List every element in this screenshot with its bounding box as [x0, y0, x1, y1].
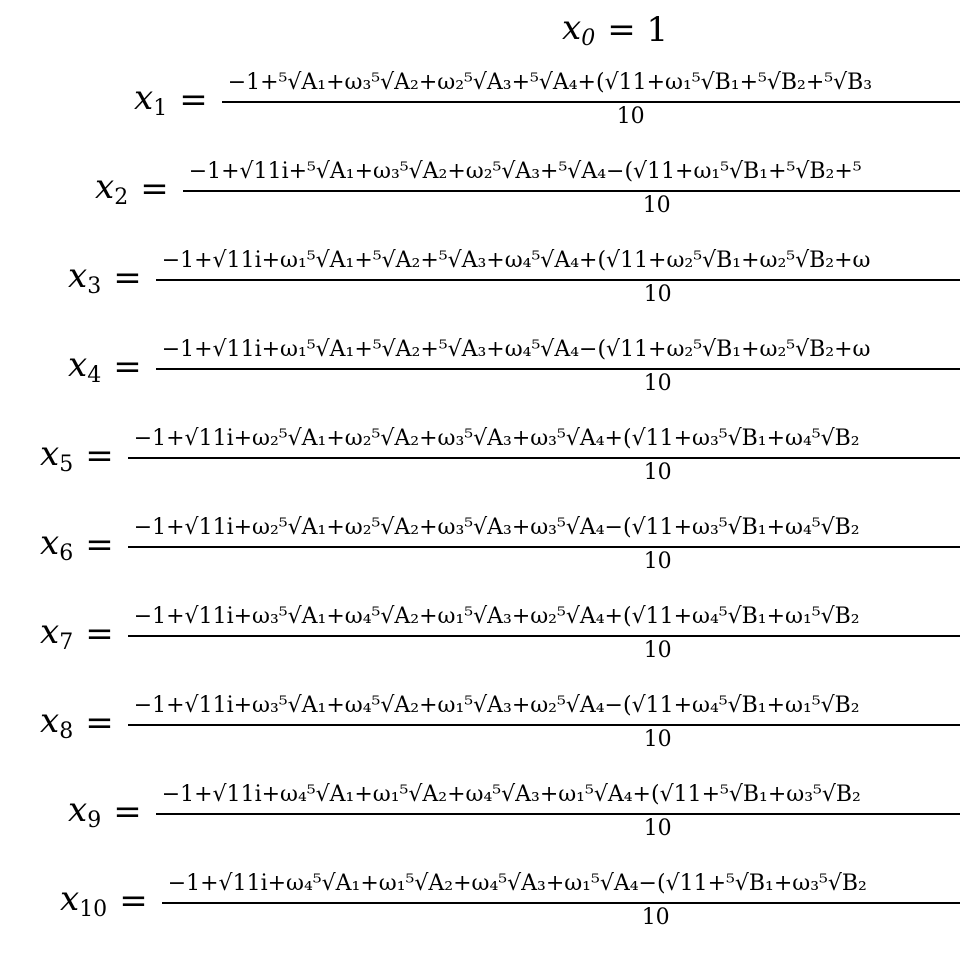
fraction — [222, 68, 960, 131]
equation-x7 — [40, 602, 960, 665]
equation-lhs: $x_{10}$ — [60, 879, 108, 922]
numerator: −1+√11i+ω₂⁵√A₁+ω₂⁵√A₂+ω₃⁵√A₃+ω₃⁵√A₄+(√11+ω₃⁵√B₁+ω₄⁵√B₂ — [128, 424, 960, 459]
equals-sign: = — [85, 435, 114, 476]
denominator: 10 — [643, 816, 672, 841]
equation-x1 — [134, 68, 960, 131]
equals-sign: = — [113, 257, 142, 298]
fraction — [128, 602, 960, 665]
equals-sign: = — [85, 524, 114, 565]
equals-sign: = — [119, 880, 148, 921]
equation-lhs: $x_9$ — [68, 790, 102, 833]
fraction — [128, 424, 960, 487]
equals-sign: = — [85, 613, 114, 654]
equation-x5 — [40, 424, 960, 487]
numerator: −1+√11i+ω₂⁵√A₁+ω₂⁵√A₂+ω₃⁵√A₃+ω₃⁵√A₄−(√11+ω₃⁵√B₁+ω₄⁵√B₂ — [128, 513, 960, 548]
numerator: −1+√11i+ω₄⁵√A₁+ω₁⁵√A₂+ω₄⁵√A₃+ω₁⁵√A₄−(√11+⁵√B₁+ω₃⁵√B₂ — [162, 869, 960, 904]
numerator: −1+√11i+ω₄⁵√A₁+ω₁⁵√A₂+ω₄⁵√A₃+ω₁⁵√A₄+(√11+⁵√B₁+ω₃⁵√B₂ — [156, 780, 960, 815]
equation-x3 — [68, 246, 960, 309]
equation-x8 — [40, 691, 960, 754]
denominator: 10 — [643, 549, 672, 574]
denominator: 10 — [642, 193, 671, 218]
fraction — [128, 691, 960, 754]
fraction — [156, 246, 960, 309]
equation-lhs: $x_7$ — [40, 612, 74, 655]
denominator: 10 — [643, 371, 672, 396]
equation-x4 — [68, 335, 960, 398]
equation-x9 — [68, 780, 960, 843]
denominator: 10 — [641, 905, 670, 930]
equals-sign: = — [140, 168, 169, 209]
equation-lhs: $x_5$ — [40, 434, 74, 477]
numerator: −1+√11i+ω₃⁵√A₁+ω₄⁵√A₂+ω₁⁵√A₃+ω₂⁵√A₄+(√11+ω₄⁵√B₁+ω₁⁵√B₂ — [128, 602, 960, 637]
fraction — [183, 157, 960, 220]
fraction — [156, 335, 960, 398]
fraction — [156, 780, 960, 843]
numerator: −1+√11i+ω₃⁵√A₁+ω₄⁵√A₂+ω₁⁵√A₃+ω₂⁵√A₄−(√11+ω₄⁵√B₁+ω₁⁵√B₂ — [128, 691, 960, 726]
equation-lhs: $x_1$ — [134, 78, 168, 121]
equation-x2 — [95, 157, 960, 220]
equation-x6 — [40, 513, 960, 576]
equals-sign: = — [85, 702, 114, 743]
fraction — [162, 869, 960, 932]
numerator: −1+√11i+ω₁⁵√A₁+⁵√A₂+⁵√A₃+ω₄⁵√A₄−(√11+ω₂⁵√B₁+ω₂⁵√B₂+ω — [156, 335, 960, 370]
equals-sign: = — [113, 791, 142, 832]
denominator: 10 — [643, 460, 672, 485]
denominator: 10 — [616, 104, 645, 129]
equation-x0 — [562, 8, 668, 51]
equation-rhs: = 1 — [607, 9, 669, 50]
equation-lhs: $x_6$ — [40, 523, 74, 566]
equation-lhs: $x_0$ — [562, 8, 596, 51]
equation-lhs: $x_4$ — [68, 345, 102, 388]
denominator: 10 — [643, 282, 672, 307]
equation-lhs: $x_3$ — [68, 256, 102, 299]
fraction — [128, 513, 960, 576]
equation-x10 — [60, 869, 960, 932]
denominator: 10 — [643, 727, 672, 752]
numerator: −1+⁵√A₁+ω₃⁵√A₂+ω₂⁵√A₃+⁵√A₄+(√11+ω₁⁵√B₁+⁵√B₂+⁵√B₃ — [222, 68, 960, 103]
numerator: −1+√11i+ω₁⁵√A₁+⁵√A₂+⁵√A₃+ω₄⁵√A₄+(√11+ω₂⁵√B₁+ω₂⁵√B₂+ω — [156, 246, 960, 281]
equals-sign: = — [179, 79, 208, 120]
equals-sign: = — [113, 346, 142, 387]
denominator: 10 — [643, 638, 672, 663]
equation-lhs: $x_8$ — [40, 701, 74, 744]
numerator: −1+√11i+⁵√A₁+ω₃⁵√A₂+ω₂⁵√A₃+⁵√A₄−(√11+ω₁⁵√B₁+⁵√B₂+⁵ — [183, 157, 960, 192]
equation-lhs: $x_2$ — [95, 167, 129, 210]
